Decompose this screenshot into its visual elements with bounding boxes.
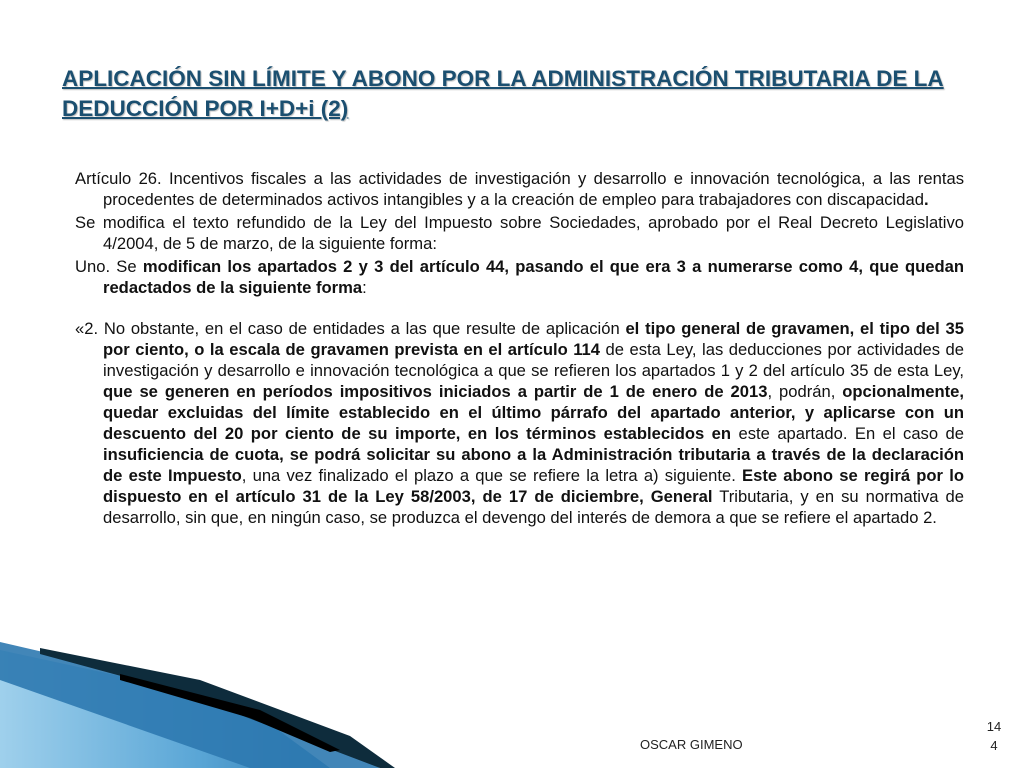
footer-author: OSCAR GIMENO <box>640 737 743 752</box>
article-paragraph <box>75 212 964 254</box>
bold-text: Este abono se regirá por lo dispuesto en el artículo 31 de la Ley 58/2003, de 17 de diciembre, General <box>103 466 964 506</box>
text-run: «2. No obstante, en el caso de entidades a las que resulte de aplicación <box>75 319 626 338</box>
slide-title: APLICACIÓN SIN LÍMITE Y ABONO POR LA ADMINISTRACIÓN TRIBUTARIA DE LA DEDUCCIÓN POR I+D+i (2) <box>62 66 944 121</box>
article-paragraph <box>75 256 964 298</box>
text-run: Uno. Se <box>75 257 143 276</box>
bold-text: insuficiencia de cuota, se podrá solicitar su abono a la Administración tributaria a través de la declaración de este Impuesto <box>103 445 964 485</box>
text-run: Tributaria, y en su normativa de desarrollo, sin que, en ningún caso, se produzca el devengo del interés de demora a que se refiere el apartado 2. <box>103 487 964 527</box>
body-text <box>75 168 964 530</box>
text-run: , una vez finalizado el plazo a que se refiere la letra a) siguiente. <box>241 466 743 485</box>
bold-text: opcionalmente, quedar excluidas del límite establecido en el último párrafo del apartado anterior, y aplicarse con un descuento del 20 por ciento de su importe, en los términos establecidos en <box>103 382 964 443</box>
page-number-line1: 14 <box>986 719 1002 734</box>
text-run: Artículo 26. Incentivos fiscales a las actividades de investigación y desarrollo e innovación tecnológica, a las rentas procedentes de determinados activos intangibles y a la creación de empleo para trabajadores con discapacidad <box>75 169 964 209</box>
bold-text: modifican los apartados 2 y 3 del artículo 44, pasando el que era 3 a numerarse como 4, que quedan redactados de la siguiente forma <box>103 257 964 297</box>
text-run: este apartado. En el caso de <box>731 424 964 443</box>
text-run: de esta Ley, las deducciones por actividades de investigación y desarrollo e innovación tecnológica a que se refieren los apartados 1 y 2 del artículo 35 de esta Ley, <box>103 340 965 380</box>
page-number <box>984 717 1004 755</box>
article-paragraph <box>75 318 964 528</box>
bold-text: el tipo general de gravamen, el tipo del 35 por ciento, o la escala de gravamen prevista en el artículo 114 <box>103 319 964 359</box>
bold-text: que se generen en períodos impositivos iniciados a partir de 1 de enero de 2013 <box>103 382 768 401</box>
text-run: , podrán, <box>767 382 843 401</box>
article-paragraph <box>75 168 964 210</box>
page-number-line2: 4 <box>990 738 998 753</box>
decorative-stripes <box>0 640 1024 768</box>
text-run: Se modifica el texto refundido de la Ley del Impuesto sobre Sociedades, aprobado por el Real Decreto Legislativo 4/2004, de 5 de marzo, de la siguiente forma: <box>75 213 964 253</box>
bold-text: . <box>923 190 929 209</box>
text-run: : <box>362 278 367 297</box>
